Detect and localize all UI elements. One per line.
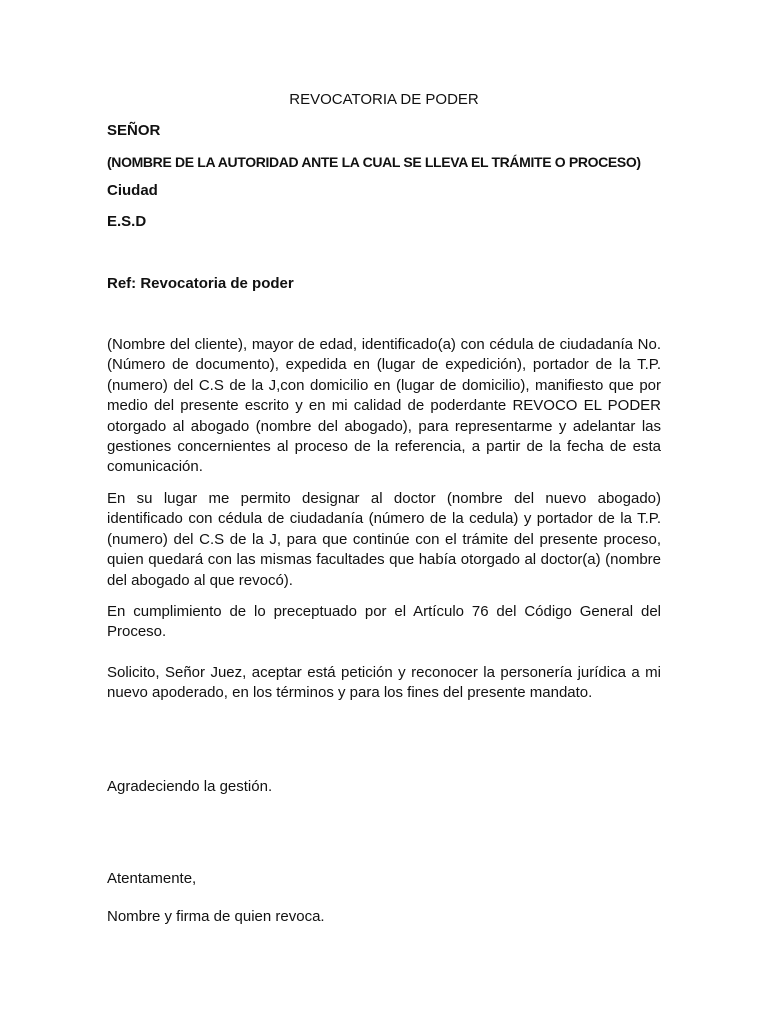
gratitude-line: Agradeciendo la gestión. (107, 778, 273, 795)
esd-line: E.S.D (107, 213, 147, 230)
signature-line: Nombre y firma de quien revoca. (107, 908, 325, 925)
paragraph-request: Solicito, Señor Juez, aceptar está petición y reconocer la personería jurídica a mi nuevo apoderado, en los términos y para los fines del presente mandato. (107, 664, 661, 702)
paragraph-revocation: (Nombre del cliente), mayor de edad, identificado(a) con cédula de ciudadanía No. (Número de documento), expedida en (lugar de expedición), portador de la T.P. (numero) del C.S de la J,con domicilio en (lugar de domicilio), manifiesto que por medio del presente escrito y en mi calidad de poderdante REVOCO EL PODER otorgado al abogado (nombre del abogado), para representarme y adelantar las gestiones concernientes al proceso de la referencia, a partir de la fecha de esta comunicación. (107, 336, 661, 476)
paragraph-legal-basis: En cumplimiento de lo preceptuado por el Artículo 76 del Código General del Proceso. (107, 603, 661, 641)
city-line: Ciudad (107, 182, 158, 199)
closing-line: Atentamente, (107, 870, 197, 887)
authority-name: (NOMBRE DE LA AUTORIDAD ANTE LA CUAL SE LLEVA EL TRÁMITE O PROCESO) (107, 154, 641, 170)
document-title: REVOCATORIA DE PODER (289, 91, 479, 108)
reference-line: Ref: Revocatoria de poder (107, 275, 294, 292)
paragraph-designation: En su lugar me permito designar al doctor (nombre del nuevo abogado) identificado con cédula de ciudadanía (número de la cedula) y portador de la T.P. (numero) del C.S de la J, para que continúe con el trámite del presente proceso, quien quedará con las mismas facultades que había otorgado al doctor(a) (nombre del abogado al que revocó). (107, 490, 661, 589)
salutation: SEÑOR (107, 122, 161, 139)
